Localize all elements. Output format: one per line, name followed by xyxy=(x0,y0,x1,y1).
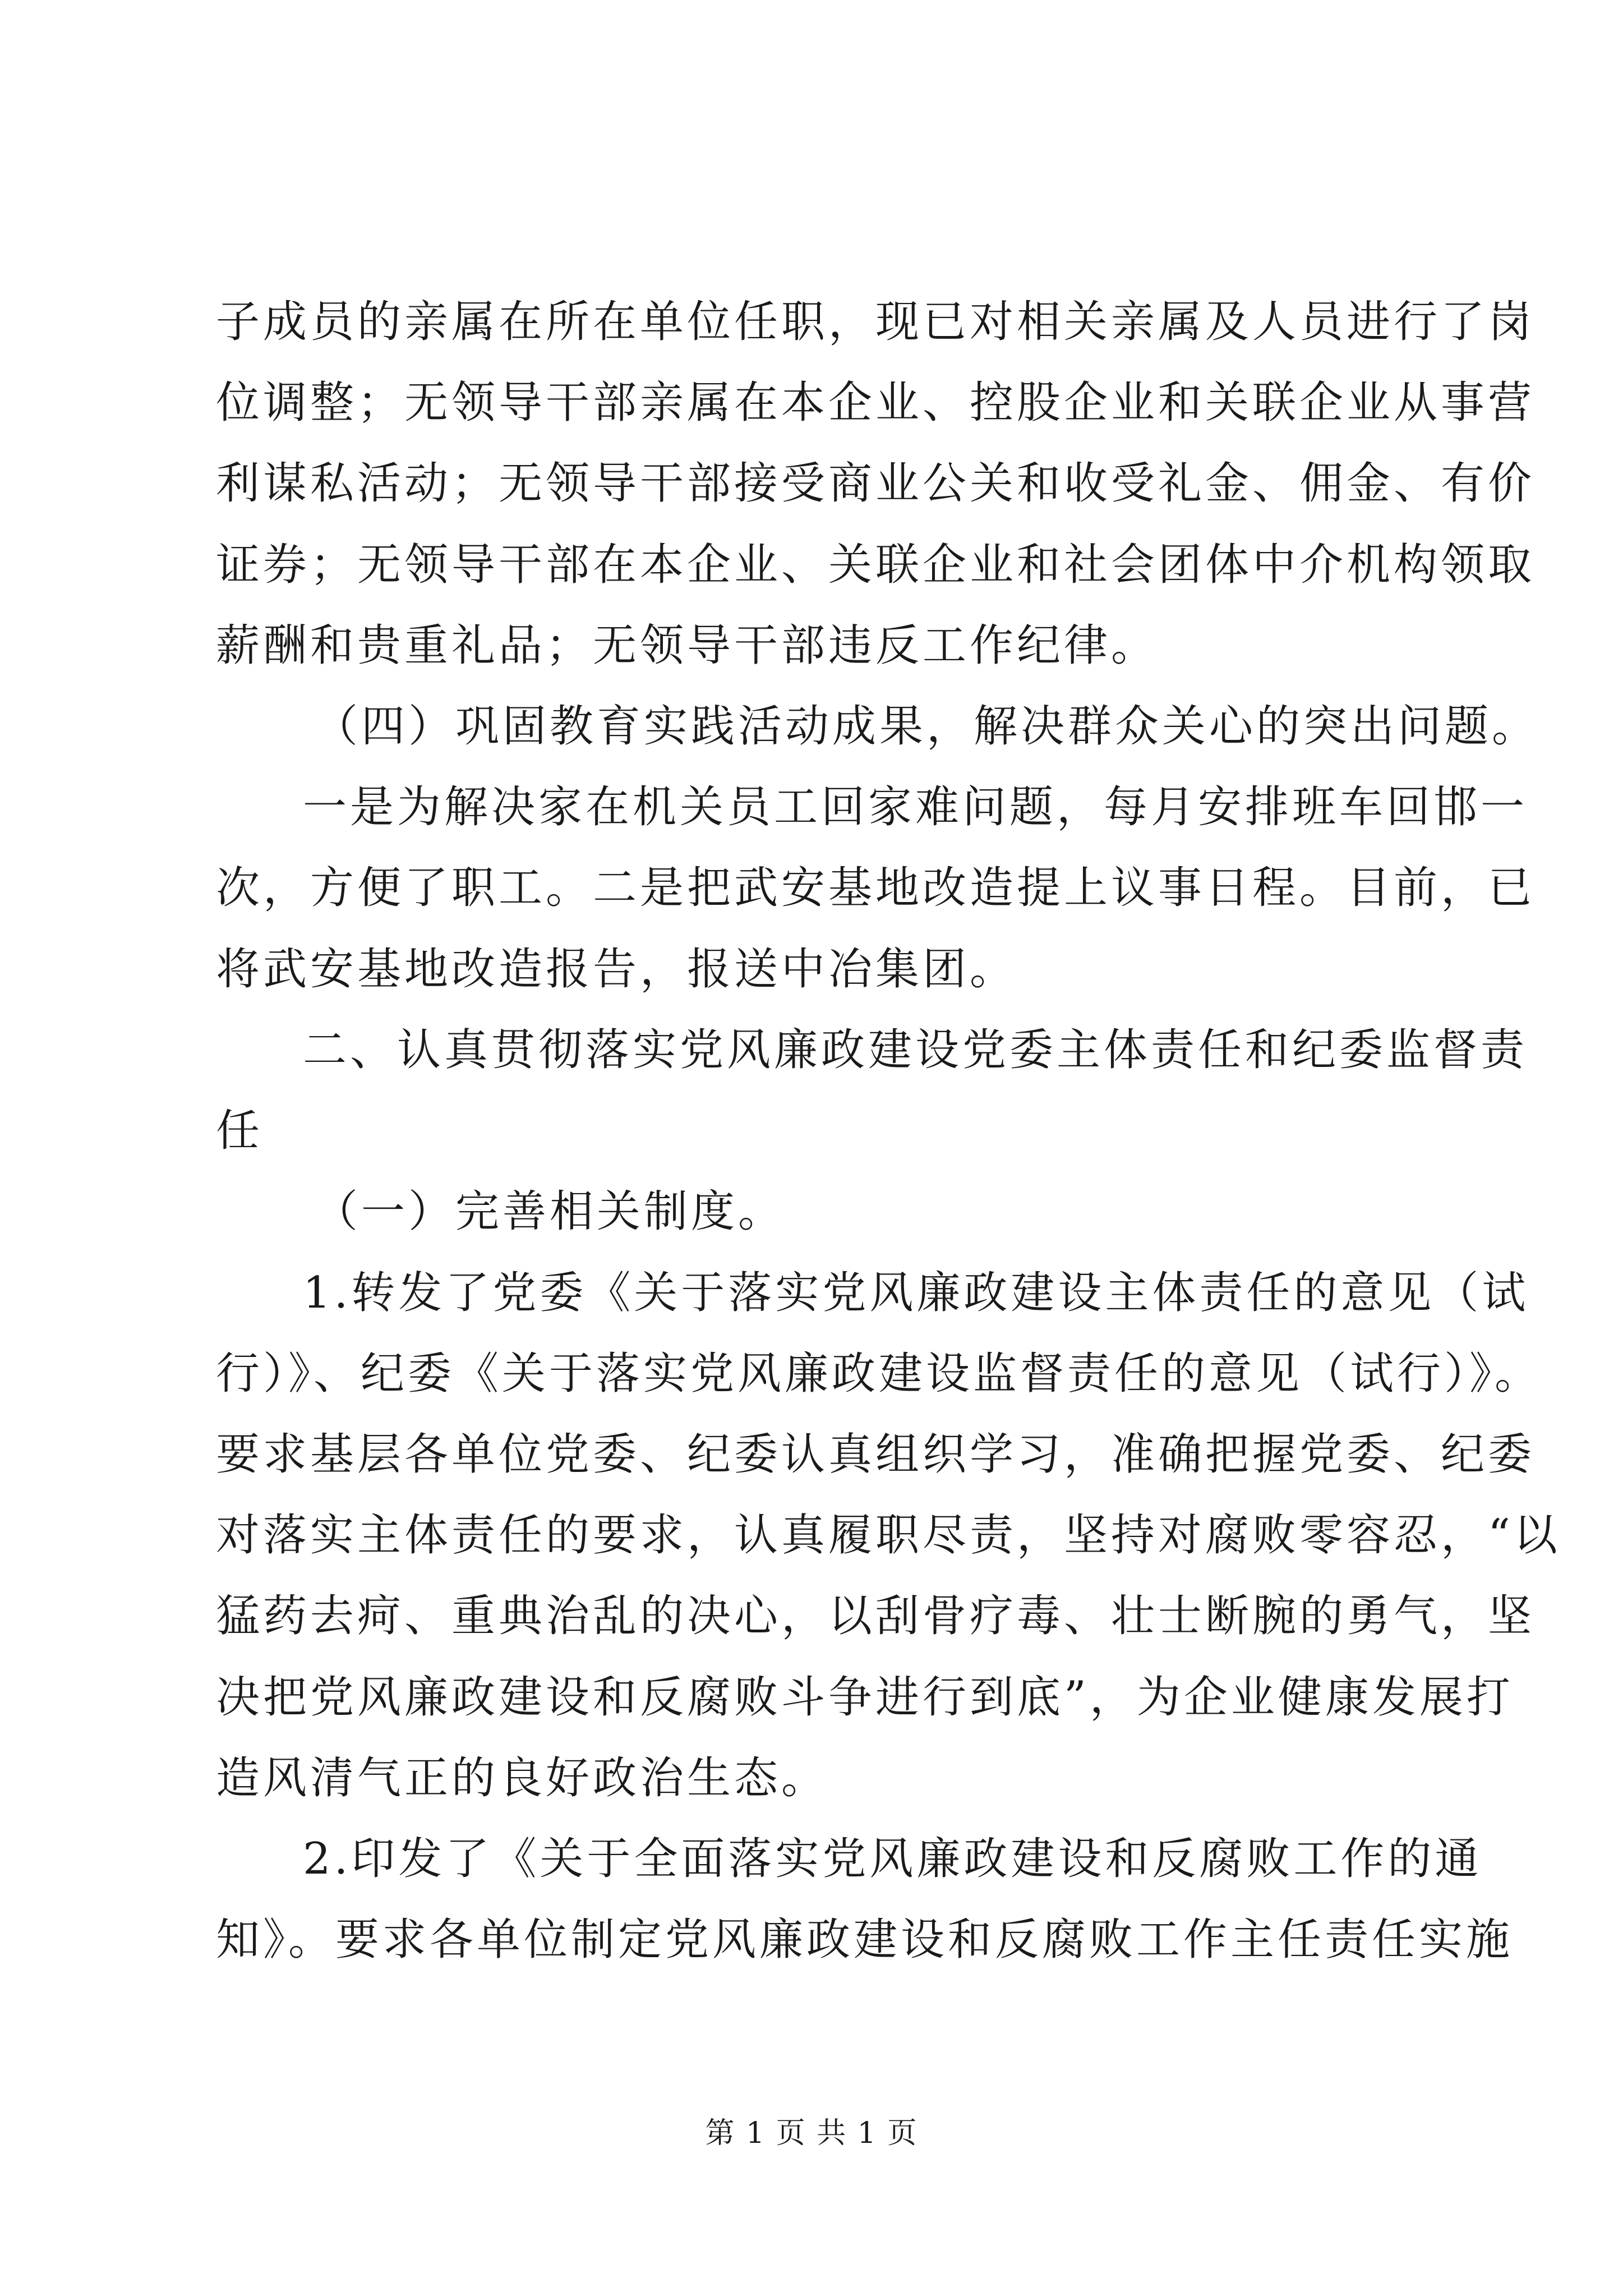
text-line: 1.转发了党委《关于落实党风廉政建设主体责任的意见（试 xyxy=(303,1268,1529,1318)
text-line: 对落实主体责任的要求，认真履职尽责，坚持对腐败零容忍，“以 xyxy=(216,1510,1561,1561)
section-heading: 二、认真贯彻落实党风廉政建设党委主体责任和纪委监督责 xyxy=(303,1025,1528,1075)
text-line: 一是为解决家在机关员工回家难问题，每月安排班车回邯一 xyxy=(303,782,1528,832)
text-line: 行）》、纪委《关于落实党风廉政建设监督责任的意见（试行）》。 xyxy=(216,1349,1542,1399)
text-line: 利谋私活动；无领导干部接受商业公关和收受礼金、佣金、有价 xyxy=(216,458,1536,509)
text-line: 知》。要求各单位制定党风廉政建设和反腐败工作主任责任实施 xyxy=(216,1915,1514,1965)
text-line: 证券；无领导干部在本企业、关联企业和社会团体中介机构领取 xyxy=(216,540,1536,590)
text-line: 决把党风廉政建设和反腐败斗争进行到底”，为企业健康发展打 xyxy=(216,1672,1514,1723)
subsection-heading: （一）完善相关制度。 xyxy=(314,1186,786,1237)
text-line: 位调整；无领导干部亲属在本企业、控股企业和关联企业从事营 xyxy=(216,378,1536,428)
section-heading: 任 xyxy=(216,1106,264,1156)
text-line: （四）巩固教育实践活动成果，解决群众关心的突出问题。 xyxy=(314,701,1539,752)
text-line: 薪酬和贵重礼品；无领导干部违反工作纪律。 xyxy=(216,620,1159,671)
text-line: 将武安基地改造报告，报送中冶集团。 xyxy=(216,944,1017,995)
text-line: 猛药去疴、重典治乱的决心，以刮骨疗毒、壮士断腕的勇气，坚 xyxy=(216,1591,1536,1641)
text-line: 次，方便了职工。二是把武安基地改造提上议事日程。目前，已 xyxy=(216,863,1536,913)
text-line: 造风清气正的良好政治生态。 xyxy=(216,1753,829,1803)
text-line: 2.印发了《关于全面落实党风廉政建设和反腐败工作的通 xyxy=(303,1834,1482,1884)
page-footer: 第 1 页 共 1 页 xyxy=(705,2116,918,2150)
text-line: 子成员的亲属在所在单位任职，现已对相关亲属及人员进行了岗 xyxy=(216,297,1536,347)
text-line: 要求基层各单位党委、纪委认真组织学习，准确把握党委、纪委 xyxy=(216,1429,1536,1480)
